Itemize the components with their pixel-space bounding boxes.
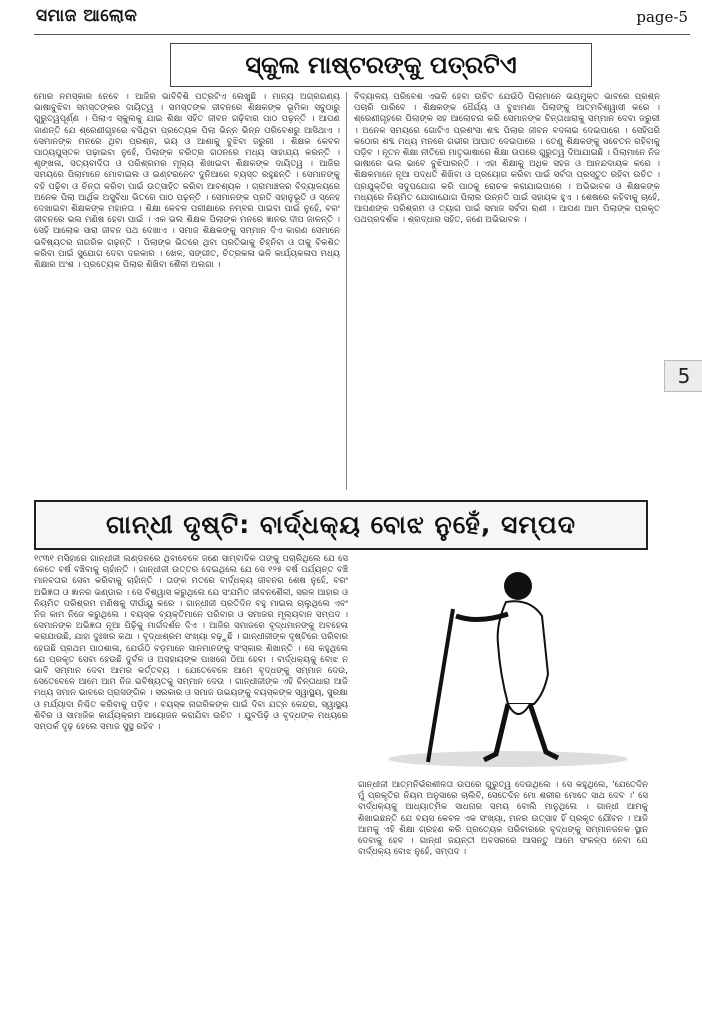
article-2-column-left: [34, 554, 348, 1014]
article-2-column-right-text: ଗାନ୍ଧୀଜୀ ଆତ୍ମନିର୍ଭରଶୀଳତା ଉପରେ ଗୁରୁତ୍ୱ ଦେଉଥିଲେ । ସେ କହୁଥିଲେ, 'ଯେତେଦିନ ମୁଁ ପ୍ରକୃତିର ନିୟମ ଅନୁସାରେ ଚାଲିବି, ସେତେଦିନ ମୋ ଶରୀର ମୋତେ ସାଥ ଦେବ ।' ସେ ବାର୍ଦ୍ଧକ୍ୟକୁ ଆଧ୍ୟାତ୍ମିକ ସାଧନାର ସମୟ ବୋଲି ମାନୁଥିଲେ । ଗାନ୍ଧୀ ଆମକୁ ଶିଖାଇଛନ୍ତି ଯେ ବୟସ କେବଳ ଏକ ସଂଖ୍ୟା, ମନର ଉତ୍ସାହ ହିଁ ପ୍ରକୃତ ଯୌବନ । ଆଜି ଆମକୁ ଏହି ଶିକ୍ଷା ଗ୍ରହଣ କରି ପ୍ରତ୍ୟେକ ପରିବାରରେ ବୃଦ୍ଧଙ୍କୁ ସମ୍ମାନଜନକ ସ୍ଥାନ ଦେବାକୁ ହେବ । ଗାନ୍ଧୀ ଜୟନ୍ତୀ ଅବସରରେ ଆସନ୍ତୁ ଆମେ ସଂକଳ୍ପ ନେବା ଯେ ବାର୍ଦ୍ଧକ୍ୟ ବୋଝ ନୁହେଁ, ସମ୍ପଦ ।: [358, 780, 648, 858]
article-1-column-2: [354, 92, 660, 490]
article-2-column-right: [358, 780, 648, 1014]
article-1-column-1: [34, 92, 340, 490]
column-divider: [346, 92, 347, 490]
article-1-column-1-text: ମୋର ନମସ୍କାର ନେବେ । ଆଜିର ଭାବିବିଶି ପତ୍ରଟିଏ ଲେଖୁଛି । ମାନ୍ୟ ଅଗ୍ରଗଣ୍ୟ ଭାଷାବୁଝିବା ସମସ୍ତଙ୍କର ଦାୟିତ୍ୱ । ସମସ୍ତଙ୍କ ଜୀବନରେ ଶିକ୍ଷକଙ୍କ ଭୂମିକା ସବୁଠାରୁ ଗୁରୁତ୍ୱପୂର୍ଣ୍ଣ । ପିଲାଏ ସ୍କୁଲକୁ ଯାଇ ଶିକ୍ଷା ସହିତ ଜୀବନ ଗଢ଼ିବାର ପାଠ ପଢ଼ନ୍ତି । ଆପଣ ଜାଣନ୍ତି ଯେ ଶ୍ରେଣୀଗୃହରେ ବସିଥିବା ପ୍ରତ୍ୟେକ ପିଲା ଭିନ୍ନ ଭିନ୍ନ ପରିବେଶରୁ ଆସିଥାଏ । ସେମାନଙ୍କ ମନରେ ଥିବା ପ୍ରଶ୍ନ, ଭୟ ଓ ଆଶାକୁ ବୁଝିବା ଜରୁରୀ । ଶିକ୍ଷକ କେବଳ ପାଠ୍ୟପୁସ୍ତକ ପଢ଼ାଇବା ନୁହେଁ, ପିଲାଙ୍କ ଚରିତ୍ର ଗଠନରେ ମଧ୍ୟ ସାହାଯ୍ୟ କରନ୍ତି । ଶୃଙ୍ଖଳା, ସତ୍ୟବାଦିତା ଓ ପରିଶ୍ରମର ମୂଲ୍ୟ ଶିଖାଇବା ଶିକ୍ଷକଙ୍କ ଦାୟିତ୍ୱ । ଆଜିର ସମୟରେ ପିଲାମାନେ ମୋବାଇଲ ଓ ଇଣ୍ଟରନେଟ ଦୁନିଆରେ ବ୍ୟସ୍ତ ରହୁଛନ୍ତି । ସେମାନଙ୍କୁ ବହି ପଢ଼ିବା ଓ ଚିନ୍ତା କରିବା ପାଇଁ ଉତ୍ସାହିତ କରିବା ଆବଶ୍ୟକ । ଗ୍ରାମାଞ୍ଚଳର ବିଦ୍ୟାଳୟରେ ଅନେକ ପିଲା ଆର୍ଥିକ ଅସୁବିଧା ଭିତରେ ପାଠ ପଢ଼ନ୍ତି । ସେମାନଙ୍କ ପ୍ରତି ସହାନୁଭୂତି ଓ ସ୍ନେହ ଦେଖାଇବା ଶିକ୍ଷକଙ୍କ ମହାନତା । ଶିକ୍ଷା କେବଳ ପରୀକ୍ଷାରେ ନମ୍ବର ପାଇବା ପାଇଁ ନୁହେଁ, ବରଂ ଜୀବନରେ ଭଲ ମଣିଷ ହେବା ପାଇଁ । ଏକ ଭଲ ଶିକ୍ଷକ ପିଲାଙ୍କ ମନରେ ଜ୍ଞାନର ଦୀପ ଜାଳନ୍ତି । ସେହି ଆଲୋକ ସାରା ଜୀବନ ପଥ ଦେଖାଏ । ସମାଜ ଶିକ୍ଷକଙ୍କୁ ସମ୍ମାନ ଦିଏ କାରଣ ସେମାନେ ଭବିଷ୍ୟତର ନାଗରିକ ଗଢ଼ନ୍ତି । ପିଲାଙ୍କ ଭିତରେ ଥିବା ପ୍ରତିଭାକୁ ଚିହ୍ନିବା ଓ ତାକୁ ବିକଶିତ କରିବା ପାଇଁ ସୁଯୋଗ ଦେବା ଦରକାର । ଖେଳ, ସଙ୍ଗୀତ, ଚିତ୍ରକଳା ଭଳି କାର୍ଯ୍ୟକଳାପ ମଧ୍ୟ ଶିକ୍ଷାର ଅଂଶ । ପ୍ରତ୍ୟେକ ପିଲାର ଶିଖିବା ଶୈଳୀ ଅଲଗା ।: [34, 92, 340, 271]
newspaper-masthead: ସମାଜ ଆଲୋକ: [36, 6, 138, 26]
article-1-headline: ସ୍କୁଲ ମାଷ୍ଟରଙ୍କୁ ପତ୍ରଟିଏ: [170, 43, 592, 87]
gandhi-silhouette-icon: [358, 554, 638, 774]
page-tab-number: 5: [664, 360, 702, 392]
article-1-column-2-text: ବିଦ୍ୟାଳୟ ପରିବେଶ ଏଭଳି ହେବା ଉଚିତ ଯେଉଁଠି ପିଲାମାନେ ଭୟମୁକ୍ତ ଭାବରେ ପ୍ରଶ୍ନ ପଚାରି ପାରିବେ । ଶିକ୍ଷକଙ୍କ ଧୈର୍ଯ୍ୟ ଓ ବୁଝାମଣା ପିଲାଙ୍କୁ ଆତ୍ମବିଶ୍ୱାସୀ କରେ । ଶ୍ରେଣୀଗୃହରେ ପିଲାଙ୍କ ସହ ଆଲୋଚନା କରି ସେମାନଙ୍କ ଚିନ୍ତାଧାରାକୁ ସମ୍ମାନ ଦେବା ଜରୁରୀ । ଅନେକ ସମୟରେ ଗୋଟିଏ ପ୍ରଶଂସା ଶବ୍ଦ ପିଲାର ଜୀବନ ବଦଳାଇ ଦେଇପାରେ । ସେହିପରି କଠୋର ଶବ୍ଦ ମଧ୍ୟ ମନରେ ଗଭୀର ଆଘାତ ଦେଇପାରେ । ତେଣୁ ଶିକ୍ଷକଙ୍କୁ ସଚେତନ ରହିବାକୁ ପଡ଼ିବ । ନୂତନ ଶିକ୍ଷା ନୀତିରେ ମାତୃଭାଷାରେ ଶିକ୍ଷା ଉପରେ ଗୁରୁତ୍ୱ ଦିଆଯାଇଛି । ପିଲାମାନେ ନିଜ ଭାଷାରେ ଭଲ ଭାବେ ବୁଝିପାରନ୍ତି । ଏହା ଶିକ୍ଷାକୁ ଅଧିକ ସହଜ ଓ ଆନନ୍ଦଦାୟକ କରେ । ଶିକ୍ଷକମାନେ ନୂଆ ପଦ୍ଧତି ଶିଖିବା ଓ ପ୍ରୟୋଗ କରିବା ପାଇଁ ସର୍ବଦା ପ୍ରସ୍ତୁତ ରହିବା ଉଚିତ । ପ୍ରଯୁକ୍ତିର ସଦୁପଯୋଗ କରି ପାଠକୁ ରୋଚକ କରାଯାଇପାରେ । ଅଭିଭାବକ ଓ ଶିକ୍ଷକଙ୍କ ମଧ୍ୟରେ ନିୟମିତ ଯୋଗାଯୋଗ ପିଲାର ଉନ୍ନତି ପାଇଁ ସହାୟକ ହୁଏ । ଶେଷରେ କହିବାକୁ ଚାହେଁ, ଆପଣଙ୍କ ପରିଶ୍ରମ ଓ ତ୍ୟାଗ ପାଇଁ ସମାଜ ସର୍ବଦା ଋଣୀ । ଆପଣ ଆମ ପିଲାଙ୍କ ପ୍ରକୃତ ପଥପ୍ରଦର୍ଶକ । ଶ୍ରଦ୍ଧାର ସହିତ, ଜଣେ ଅଭିଭାବକ ।: [354, 92, 660, 226]
article-2-headline: ଗାନ୍ଧୀ ଦୃଷ୍ଟି: ବାର୍ଦ୍ଧକ୍ୟ ବୋଝ ନୁହେଁ, ସମ୍ପଦ: [34, 500, 648, 550]
page-number: page-5: [636, 8, 688, 26]
top-rule: [34, 34, 690, 35]
article-2-column-left-text: ୧୯୩୧ ମସିହାରେ ଗାନ୍ଧୀଜୀ ଲଣ୍ଡନରେ ଥିବାବେଳେ ଜଣେ ସାମ୍ବାଦିକ ତାଙ୍କୁ ପଚାରିଥିଲେ ଯେ ସେ କେତେ ବର୍ଷ ବଞ୍ଚିବାକୁ ଚାହାଁନ୍ତି । ଗାନ୍ଧୀଜୀ ଉତ୍ତର ଦେଇଥିଲେ ଯେ ସେ ୧୨୫ ବର୍ଷ ପର୍ଯ୍ୟନ୍ତ ବଞ୍ଚି ମାନବତାର ସେବା କରିବାକୁ ଚାହାଁନ୍ତି । ତାଙ୍କ ମତରେ ବାର୍ଦ୍ଧକ୍ୟ ଜୀବନର ଶେଷ ନୁହେଁ, ବରଂ ଅଭିଜ୍ଞତା ଓ ଜ୍ଞାନର ଭଣ୍ଡାର । ସେ ବିଶ୍ୱାସ କରୁଥିଲେ ଯେ ସଂଯମିତ ଜୀବନଶୈଳୀ, ସରଳ ଆହାର ଓ ନିୟମିତ ପରିଶ୍ରମ ମଣିଷକୁ ଦୀର୍ଘାୟୁ କରେ । ଗାନ୍ଧୀଜୀ ପ୍ରତିଦିନ ବହୁ ମାଇଲ ଚାଲୁଥିଲେ ଏବଂ ନିଜ କାମ ନିଜେ କରୁଥିଲେ । ବୟସ୍କ ବ୍ୟକ୍ତିମାନେ ପରିବାର ଓ ସମାଜର ମୂଲ୍ୟବାନ ସମ୍ପଦ । ସେମାନଙ୍କ ଅଭିଜ୍ଞତା ନୂଆ ପିଢ଼ିକୁ ମାର୍ଗଦର୍ଶନ ଦିଏ । ଆଜିର ସମାଜରେ ବୃଦ୍ଧମାନଙ୍କୁ ଅବହେଳା କରାଯାଉଛି, ଯାହା ଦୁଃଖର କଥା । ବୃଦ୍ଧାଶ୍ରମ ସଂଖ୍ୟା ବଢ଼ୁଛି । ଗାନ୍ଧୀଜୀଙ୍କ ଦୃଷ୍ଟିରେ ପରିବାର ହେଉଛି ପ୍ରଥମ ପାଠଶାଳା, ଯେଉଁଠି ବଡ଼ମାନେ ସାନମାନଙ୍କୁ ସଂସ୍କାର ଶିଖାନ୍ତି । ସେ କହୁଥିଲେ ଯେ ପ୍ରକୃତ ସେବା ହେଉଛି ଦୁର୍ବଳ ଓ ଅସହାୟଙ୍କ ପାଖରେ ଠିଆ ହେବା । ବାର୍ଦ୍ଧକ୍ୟକୁ ବୋଝ ନ ଭାବି ସମ୍ମାନ ଦେବା ଆମର କର୍ତ୍ତବ୍ୟ । ଯେତେବେଳେ ଆମେ ବୃଦ୍ଧଙ୍କୁ ସମ୍ମାନ ଦେଉ, ସେତେବେଳେ ଆମେ ଆମ ନିଜ ଭବିଷ୍ୟତକୁ ସମ୍ମାନ ଦେଉ । ଗାନ୍ଧୀଜୀଙ୍କ ଏହି ଚିନ୍ତାଧାରା ଆଜି ମଧ୍ୟ ସମାନ ଭାବରେ ପ୍ରାସଙ୍ଗିକ । ସରକାର ଓ ସମାଜ ଉଭୟଙ୍କୁ ବୟସ୍କଙ୍କ ସ୍ୱାସ୍ଥ୍ୟ, ସୁରକ୍ଷା ଓ ମର୍ଯ୍ୟାଦା ନିଶ୍ଚିତ କରିବାକୁ ପଡ଼ିବ । ବୟସ୍କ ନାଗରିକଙ୍କ ପାଇଁ ଦିବା ଯତ୍ନ କେନ୍ଦ୍ର, ସ୍ୱାସ୍ଥ୍ୟ ଶିବିର ଓ ସାମାଜିକ କାର୍ଯ୍ୟକ୍ରମ ଆୟୋଜନ କରାଯିବା ଉଚିତ । ଯୁବପିଢ଼ି ଓ ବୃଦ୍ଧଙ୍କ ମଧ୍ୟରେ ସମ୍ପର୍କ ଦୃଢ଼ ହେଲେ ସମାଜ ସୁସ୍ଥ ରହିବ ।: [34, 554, 348, 733]
gandhi-walking-illustration: [358, 554, 638, 774]
